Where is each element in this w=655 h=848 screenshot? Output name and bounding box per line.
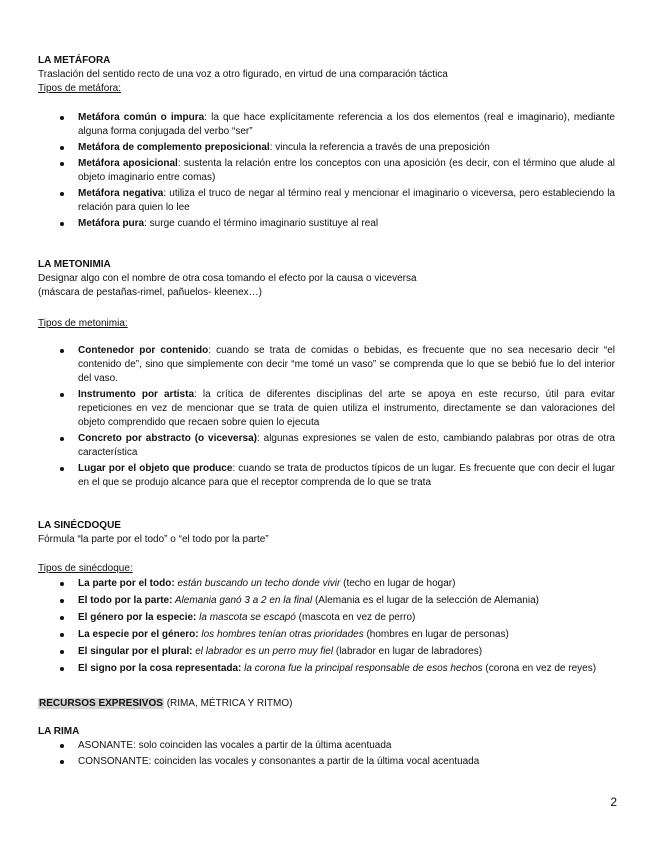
metafora-list	[38, 111, 615, 233]
section-definition: Designar algo con el nombre de otra cosa tomando el efecto por la causa o viceversa	[38, 273, 417, 284]
rima-list	[38, 739, 615, 771]
item-term: Contenedor por contenido	[78, 345, 209, 356]
item-text: : sustenta la relación entre los conceptos con una aposición (es decir, con el término que alude al objeto imaginario entre comas)	[78, 158, 615, 183]
item-text: : utiliza el truco de negar al término real y mencionar el imaginario o viceversa, pero estableciendo la relación para quien lo lee	[78, 188, 615, 213]
list-item	[38, 739, 615, 753]
item-note: (mascota en vez de perro)	[295, 612, 416, 623]
bullet-icon	[60, 393, 64, 397]
list-item	[38, 755, 615, 769]
bullet-icon	[60, 222, 64, 226]
item-term: Instrumento por artista	[78, 389, 195, 400]
item-text: CONSONANTE: coinciden las vocales y consonantes a partir de la última vocal acentuada	[78, 756, 480, 767]
bullet-icon	[60, 467, 64, 471]
item-term: Metáfora negativa	[78, 188, 164, 199]
section-title: LA RIMA	[38, 726, 80, 737]
list-item	[38, 628, 615, 642]
item-text: ASONANTE: solo coinciden las vocales a partir de la última acentuada	[78, 740, 392, 751]
metonimia-types	[38, 317, 615, 331]
item-term: Concreto por abstracto (o viceversa)	[78, 433, 257, 444]
item-note: (hombres en lugar de personas)	[363, 629, 509, 640]
list-item	[38, 577, 615, 591]
section-definition: Fórmula “la parte por el todo” o “el todo por la parte”	[38, 534, 269, 545]
types-heading: Tipos de sinécdoque:	[38, 563, 133, 574]
item-term: La parte por el todo:	[78, 578, 175, 589]
list-item	[38, 594, 615, 608]
list-item	[38, 432, 615, 460]
list-item	[38, 645, 615, 659]
item-text: : la que hace explícitamente referencia a los dos elementos (real e imaginario), mediante alguna forma conjugada del verbo “ser”	[78, 112, 615, 137]
item-term: El singular por el plural:	[78, 646, 193, 657]
list-item	[38, 187, 615, 215]
bullet-icon	[60, 582, 64, 586]
sinecdoque-types	[38, 562, 615, 576]
metonimia-list	[38, 344, 615, 492]
item-note: (labrador en lugar de labradores)	[333, 646, 483, 657]
list-item	[38, 388, 615, 430]
section-examples: (máscara de pestañas-rimel, pañuelos- kleenex…)	[38, 287, 262, 298]
item-text: : algunas expresiones se valen de esto, cambiando palabras por otras de otra característica	[78, 433, 615, 458]
item-term: Metáfora de complemento preposicional	[78, 142, 270, 153]
section-definition: Traslación del sentido recto de una voz a otro figurado, en virtud de una comparación táctica	[38, 69, 448, 80]
item-example: el labrador es un perro muy fiel	[192, 646, 334, 657]
list-item	[38, 111, 615, 139]
list-item	[38, 662, 615, 676]
types-heading: Tipos de metonimia:	[38, 318, 128, 329]
list-item	[38, 344, 615, 386]
recursos-subtitle: (RIMA, MÉTRICA Y RITMO)	[163, 698, 293, 709]
bullet-icon	[60, 349, 64, 353]
sinecdoque-list	[38, 577, 615, 679]
bullet-icon	[60, 116, 64, 120]
bullet-icon	[60, 146, 64, 150]
item-note: (corona en vez de reyes)	[482, 663, 597, 674]
item-term: Metáfora común o impura	[78, 112, 205, 123]
bullet-icon	[60, 650, 64, 654]
rima-section	[38, 725, 615, 739]
item-note: (techo en lugar de hogar)	[340, 578, 456, 589]
section-title: LA METÁFORA	[38, 55, 111, 66]
list-item	[38, 462, 615, 490]
item-text: : la crítica de diferentes disciplinas del arte se apoya en este recurso, útil para evitar repeticiones en vez de mencionar que se trata de quien utiliza el instrumento, directamente se dan valoraciones del objeto comprendido que recaen sobre quien lo ejecuta	[78, 389, 615, 428]
bullet-icon	[60, 437, 64, 441]
item-example: la mascota se escapó	[196, 612, 296, 623]
item-example: la corona fue la principal responsable de esos hechos	[241, 663, 483, 674]
item-text: : cuando se trata de comidas o bebidas, es frecuente que no sea necesario decir “el contenido de”, sino que simplemente con decir “me tomé un vaso” se comprenda que lo que se bebió fue lo del interior del vaso.	[78, 345, 615, 384]
item-text: : vincula la referencia a través de una preposición	[269, 142, 490, 153]
item-example: los hombres tenían otras prioridades	[198, 629, 364, 640]
sinecdoque-section	[38, 519, 615, 547]
page-number: 2	[610, 795, 617, 809]
bullet-icon	[60, 599, 64, 603]
list-item	[38, 217, 615, 231]
section-title: LA SINÉCDOQUE	[38, 520, 121, 531]
bullet-icon	[60, 616, 64, 620]
item-term: La especie por el género:	[78, 629, 199, 640]
item-note: (Alemania es el lugar de la selección de Alemania)	[312, 595, 539, 606]
item-term: El signo por la cosa representada:	[78, 663, 242, 674]
recursos-highlight: RECURSOS EXPRESIVOS	[39, 698, 163, 709]
recursos-heading	[38, 697, 615, 711]
list-item	[38, 157, 615, 185]
types-heading: Tipos de metáfora:	[38, 83, 122, 94]
bullet-icon	[60, 760, 64, 764]
bullet-icon	[60, 744, 64, 748]
bullet-icon	[60, 192, 64, 196]
item-text: : cuando se trata de productos típicos de un lugar. Es frecuente que con decir el lugar en el que se produjo alcance para que el receptor comprenda de lo que se trata	[78, 463, 615, 488]
metonimia-section	[38, 258, 615, 300]
item-text: : surge cuando el término imaginario sustituye al real	[144, 218, 379, 229]
item-term: Lugar por el objeto que produce	[78, 463, 233, 474]
bullet-icon	[60, 162, 64, 166]
list-item	[38, 611, 615, 625]
list-item	[38, 141, 615, 155]
section-title: LA METONIMIA	[38, 259, 111, 270]
item-example: Alemania ganó 3 a 2 en la final	[172, 595, 313, 606]
item-example: están buscando un techo donde vivir	[174, 578, 341, 589]
item-term: Metáfora pura	[78, 218, 145, 229]
item-term: Metáfora aposicional	[78, 158, 178, 169]
bullet-icon	[60, 633, 64, 637]
item-term: El todo por la parte:	[78, 595, 173, 606]
bullet-icon	[60, 667, 64, 671]
item-term: El género por la especie:	[78, 612, 197, 623]
metafora-section	[38, 54, 615, 96]
